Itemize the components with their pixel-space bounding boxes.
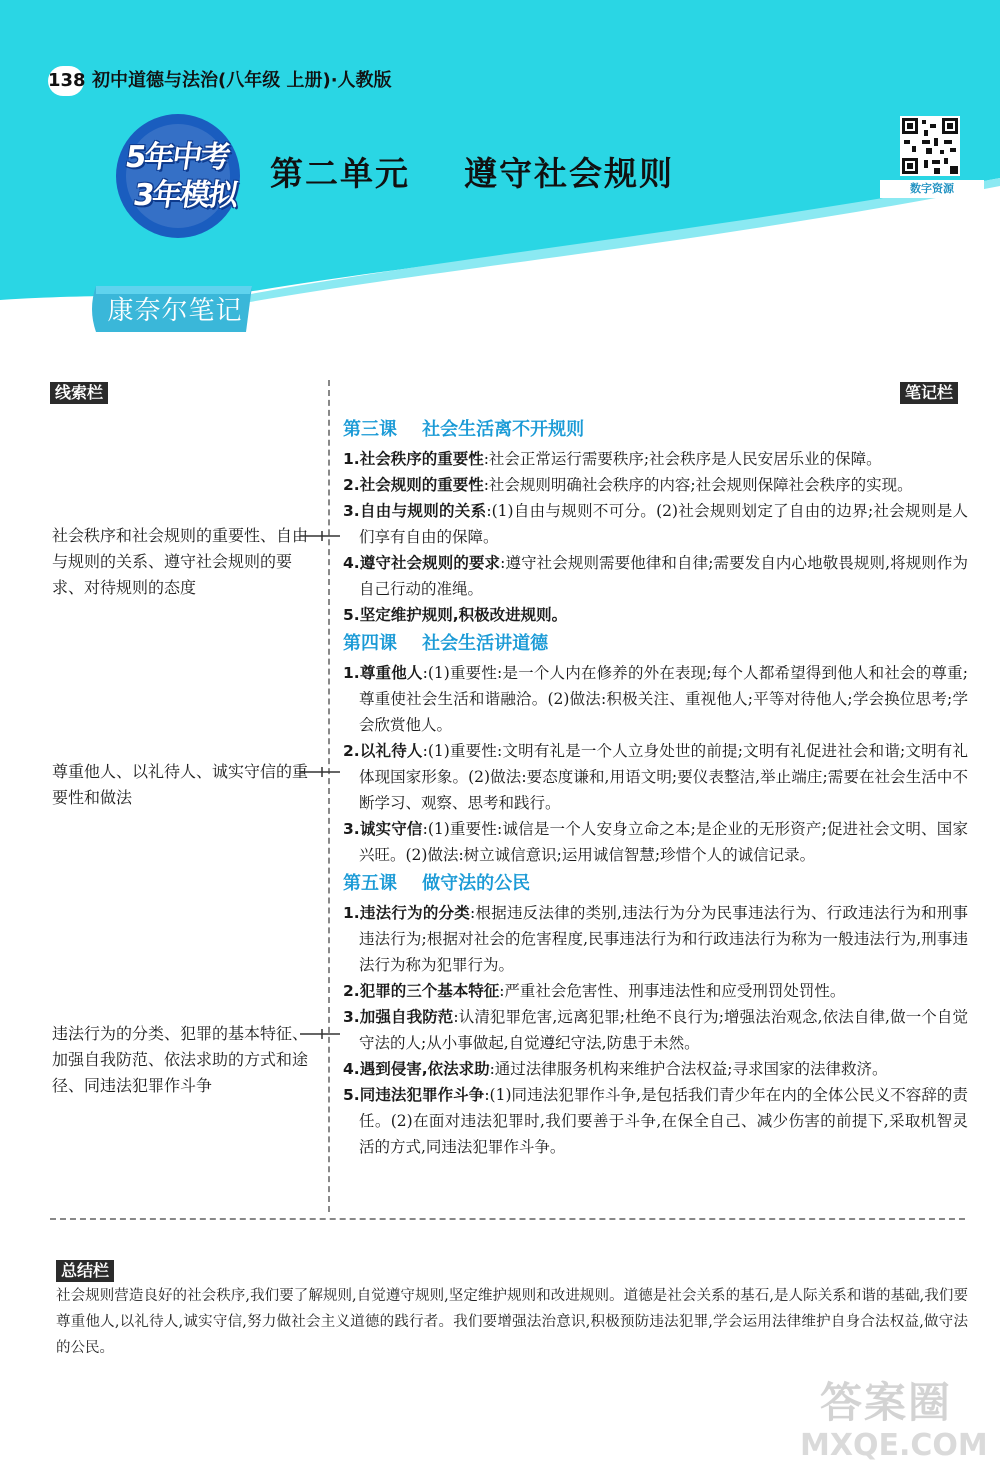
clue-item: 尊重他人、以礼待人、诚实守信的重要性和做法 xyxy=(52,762,309,807)
notes-column-tag: 笔记栏 xyxy=(900,382,958,404)
book-title: 初中道德与法治(八年级 上册)·人教版 xyxy=(92,70,392,91)
header-band xyxy=(0,0,1000,370)
note-point: 1.违法行为的分类:根据违反法律的类别,违法行为分为民事违法行为、行政违法行为和刑事违法行为;根据对社会的危害程度,民事违法行为和行政违法行为称为一般违法行为,刑事违法行为称为犯罪行为。 xyxy=(343,904,968,974)
logo xyxy=(112,112,244,240)
note-point: 2.以礼待人:(1)重要性:文明有礼是一个人立身处世的前提;文明有礼促进社会和谐;文明有礼体现国家形象。(2)做法:要态度谦和,用语文明;要仪表整洁,举止端庄;需要在社会生活中不断学习、观察、思考和践行。 xyxy=(343,742,968,812)
logo-line2: 3年模拟 xyxy=(131,178,239,213)
clue-item: 违法行为的分类、犯罪的基本特征、加强自我防范、依法求助的方式和途径、同违法犯罪作斗争 xyxy=(52,1024,309,1095)
note-point: 3.加强自我防范:认清犯罪危害,远离犯罪;杜绝不良行为;增强法治观念,依法自律,做一个自觉守法的人;从小事做起,自觉遵纪守法,防患于未然。 xyxy=(343,1008,968,1052)
section-label: 康奈尔笔记 xyxy=(107,296,243,326)
connector-arrow-icon xyxy=(300,1029,340,1039)
note-point: 3.自由与规则的关系:(1)自由与规则不可分。(2)社会规则划定了自由的边界;社会规则是人们享有自由的保障。 xyxy=(343,502,968,546)
summary-tag: 总结栏 xyxy=(56,1260,114,1282)
note-point: 1.社会秩序的重要性:社会正常运行需要秩序;社会秩序是人民安居乐业的保障。 xyxy=(343,450,882,468)
summary-divider xyxy=(50,1218,965,1220)
note-point: 5.坚定维护规则,积极改进规则。 xyxy=(343,606,568,624)
note-point: 1.尊重他人:(1)重要性:是一个人内在修养的外在表现;每个人都希望得到他人和社会的尊重;尊重使社会生活和谐融洽。(2)做法:积极关注、重视他人;平等对待他人;学会换位思考;学会欣赏他人。 xyxy=(343,664,968,734)
note-point: 4.遇到侵害,依法求助:通过法律服务机构来维护合法权益;寻求国家的法律救济。 xyxy=(343,1060,888,1078)
lesson-heading: 第五课 做守法的公民 xyxy=(343,873,531,894)
page-number: 138 xyxy=(48,66,84,96)
connector-arrow-icon xyxy=(300,531,340,541)
column-divider xyxy=(328,380,330,1212)
qr-caption: 数字资源 xyxy=(880,180,984,198)
note-point: 3.诚实守信:(1)重要性:诚信是一个人安身立命之本;是企业的无形资产;促进社会文明、国家兴旺。(2)做法:树立诚信意识;运用诚信智慧;珍惜个人的诚信记录。 xyxy=(343,820,968,864)
watermark-url: MXQE.COM xyxy=(800,1428,988,1463)
note-point: 5.同违法犯罪作斗争:(1)同违法犯罪作斗争,是包括我们青少年在内的全体公民义不容辞的责任。(2)在面对违法犯罪时,我们要善于斗争,在保全自己、减少伤害的前提下,采取机智灵活的方式,同违法犯罪作斗争。 xyxy=(343,1086,968,1156)
clue-item: 社会秩序和社会规则的重要性、自由与规则的关系、遵守社会规则的要求、对待规则的态度 xyxy=(52,526,309,597)
unit-title: 第二单元 遵守社会规则 xyxy=(270,154,674,193)
connector-arrow-icon xyxy=(300,767,340,777)
lesson-heading: 第四课 社会生活讲道德 xyxy=(343,633,549,654)
note-point: 2.犯罪的三个基本特征:严重社会危害性、刑事违法性和应受刑罚处罚性。 xyxy=(343,982,846,1000)
logo-line1: 5年中考 xyxy=(123,140,231,175)
watermark-logo: 答案圈 xyxy=(820,1378,953,1427)
summary-text: 社会规则营造良好的社会秩序,我们要了解规则,自觉遵守规则,坚定维护规则和改进规则。道德是社会关系的基石,是人际关系和谐的基础,我们要尊重他人,以礼待人,诚实守信,努力做社会主义道德的践行者。我们要增强法治意识,积极预防违法犯罪,学会运用法律维护自身合法权益,做守法的公民。 xyxy=(56,1288,968,1356)
clue-column-tag: 线索栏 xyxy=(50,382,108,404)
qr-code-icon[interactable] xyxy=(900,116,960,176)
notes-column xyxy=(343,414,968,1160)
watermark xyxy=(800,1370,990,1470)
note-point: 2.社会规则的重要性:社会规则明确社会秩序的内容;社会规则保障社会秩序的实现。 xyxy=(343,476,913,494)
note-point: 4.遵守社会规则的要求:遵守社会规则需要他律和自律;需要发自内心地敬畏规则,将规则作为自己行动的准绳。 xyxy=(343,554,968,598)
lesson-heading: 第三课 社会生活离不开规则 xyxy=(343,419,585,440)
